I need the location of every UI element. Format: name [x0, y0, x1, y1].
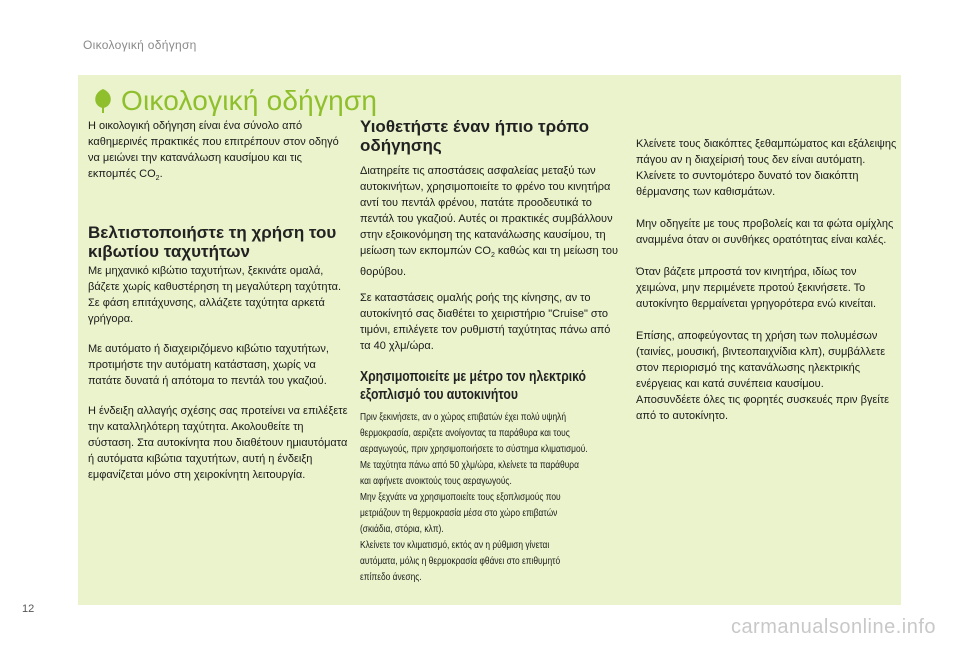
column-right	[636, 136, 898, 434]
gearbox-paragraph-2: Με αυτόματο ή διαχειριζόμενο κιβώτιο ταχυτήτων, προτιμήστε την αυτόματη κατάσταση, χωρίς να πατάτε δυνατά ή απότομα το πεντάλ του γκαζιού.	[88, 343, 329, 388]
electrical-line: αυτόματα, μόλις η θερμοκρασία φθάνει στο επιθυμητό	[360, 556, 561, 568]
electrical-text	[360, 410, 622, 586]
right-paragraph-1: Κλείνετε τους διακόπτες ξεθαμπώματος και εξάλειψης πάγου αν η διαχείρισή τους δεν είναι αυτόματη. Κλείνετε το συντομότερο δυνατό τον διακόπτη θέρμανσης των καθισμάτων.	[636, 138, 897, 198]
electrical-line: Κλείνετε τον κλιματισμό, εκτός αν η ρύθμιση γίνεται	[360, 540, 550, 552]
gearbox-paragraph-3: Η ένδειξη αλλαγής σχέσης σας προτείνει να επιλέξετε την καταλληλότερη ταχύτητα. Ακολουθείτε τη σύσταση. Στα αυτοκίνητα που διαθέτουν ημιαυτόματα ή αυτόματα κιβώτια ταχυτήτων, αυτή η ένδειξη εμφανίζεται μόνο στη χειροκίνητη λειτουργία.	[88, 405, 348, 482]
right-paragraph-3: Όταν βάζετε μπροστά τον κινητήρα, ιδίως τον χειμώνα, μην περιμένετε προτού ξεκινήσετε. Το αυτοκίνητο θερμαίνεται γρηγορότερα ενώ κινείται.	[636, 266, 877, 310]
electrical-line: και αφήνετε ανοικτούς τους αεραγωγούς.	[360, 476, 512, 488]
running-head: Οικολογική οδήγηση	[83, 38, 197, 52]
gearbox-heading: Βελτιστοποιήστε τη χρήση του κιβωτίου ταχυτήτων	[88, 223, 337, 262]
gearbox-paragraph-1: Με μηχανικό κιβώτιο ταχυτήτων, ξεκινάτε ομαλά, βάζετε χωρίς καθυστέρηση τη μεγαλύτερη ταχύτητα. Σε φάση επιτάχυνσης, αλλάζετε ταχύτητα αρκετά γρήγορα.	[88, 265, 342, 326]
page-title: Οικολογική οδήγηση	[121, 85, 378, 116]
co2-subscript: 2	[490, 252, 495, 260]
electrical-line: Πριν ξεκινήσετε, αν ο χώρος επιβατών έχει πολύ υψηλή	[360, 412, 567, 424]
electrical-line: αεραγωγούς, πριν χρησιμοποιήσετε το σύστημα κλιματισμού.	[360, 444, 588, 456]
intro-paragraph: Η οικολογική οδήγηση είναι ένα σύνολο από καθημερινές πρακτικές που επιτρέπουν στον οδηγό να μειώνει την κατανάλωση καυσίμου και τις εκπομπές $CO_2$.	[88, 120, 339, 183]
electrical-line: (σκιάδια, στόρια, κλπ).	[360, 524, 444, 536]
column-left	[88, 118, 350, 493]
gentle-driving-heading: Υιοθετήστε έναν ήπιο τρόπο οδήγησης	[360, 117, 589, 155]
gentle-paragraph-2: Σε καταστάσεις ομαλής ροής της κίνησης, αν το αυτοκίνητό σας διαθέτει το χειριστήριο "Cruise" στο τιμόνι, επιλέγετε τον ρυθμιστή ταχύτητας πάνω από τα 40 χλμ/ώρα.	[360, 292, 611, 353]
co2-subscript: 2	[155, 175, 160, 183]
right-paragraph-4: Επίσης, αποφεύγοντας τη χρήση των πολυμέσων (ταινίες, μουσική, βιντεοπαιχνίδια κλπ), συμβάλλετε στον περιορισμό της κατανάλωσης ηλεκτρικής ενέργειας και κατά συνέπεια καυσίμου. Αποσυνδέετε όλες τις φορητές συσκευές πριν βγείτε από το αυτοκίνητο.	[636, 330, 890, 422]
electrical-line: Μην ξεχνάτε να χρησιμοποιείτε τους εξοπλισμούς που	[360, 492, 561, 504]
page-number: 12	[22, 603, 35, 615]
leaf-icon	[93, 88, 113, 114]
gentle-paragraph-1: Διατηρείτε τις αποστάσεις ασφαλείας μεταξύ των αυτοκινήτων, χρησιμοποιείτε το φρένο του κινητήρα αντί του πεντάλ φρένου, πατάτε προοδευτικά το πεντάλ του γκαζιού. Αυτές οι πρακτικές συμβάλλουν στην εξοικονόμηση της κατανάλωσης καυσίμου, τη μείωση των εκπομπών $CO_2$ καθώς και τη μείωση του θορύβου.	[360, 165, 619, 279]
title-row	[93, 84, 377, 118]
electrical-line: μετριάζουν τη θερμοκρασία μέσα στο χώρο επιβατών	[360, 508, 558, 520]
electrical-line: επίπεδο άνεσης.	[360, 572, 422, 584]
electrical-heading: Χρησιμοποιείτε με μέτρο τον ηλεκτρικό εξοπλισμό του αυτοκινήτου	[360, 369, 586, 404]
right-paragraph-2: Μην οδηγείτε με τους προβολείς και τα φώτα ομίχλης αναμμένα όταν οι συνθήκες ορατότητας είναι καλές.	[636, 218, 894, 246]
watermark: carmanualsonline.info	[730, 616, 936, 638]
electrical-line: Με ταχύτητα πάνω από 50 χλμ/ώρα, κλείνετε τα παράθυρα	[360, 460, 579, 472]
column-middle	[360, 117, 622, 586]
electrical-line: θερμοκρασία, αεριζετε ανοίγοντας τα παράθυρα και τους	[360, 428, 570, 440]
